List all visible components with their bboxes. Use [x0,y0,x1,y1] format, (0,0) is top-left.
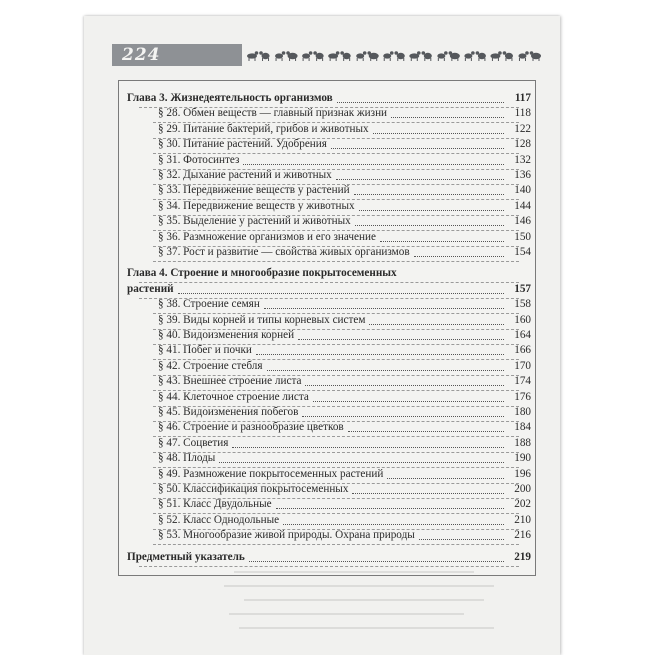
dot-leader [243,164,504,165]
table-of-contents [118,80,536,576]
dot-leader [249,561,504,562]
toc-page-number: 176 [514,390,531,403]
toc-page-number: 190 [514,452,531,465]
dot-leader [313,401,504,402]
dot-leader [178,293,504,294]
dot-leader [337,102,504,103]
toc-section-row [119,245,535,260]
dot-leader [256,354,504,355]
stork-icon [464,51,474,61]
toc-entry-title: Предметный указатель [127,550,245,563]
dot-leader [331,148,504,149]
dog-icon [259,51,269,61]
row-separator [153,544,519,545]
toc-section-row [119,199,535,214]
toc-entry-title: § 49. Размножение покрытосеменных растений [158,467,384,480]
dot-leader [264,308,504,309]
deer-icon [409,51,420,61]
toc-entry-title: Глава 3. Жизнедеятельность организмов [127,92,333,104]
toc-page-number: 118 [514,107,531,120]
toc-page-number: 184 [514,421,531,434]
toc-entry-title: § 48. Плоды [158,452,216,465]
toc-page-number: 144 [514,199,531,212]
toc-page-number: 122 [514,122,531,135]
bear-icon [356,51,366,61]
toc-page-number: 180 [514,406,531,418]
page-header [84,16,560,76]
lizard-icon [437,51,447,61]
toc-entry-title: § 46. Строение и разнообразие цветков [158,421,344,434]
bird-icon [286,51,297,61]
toc-page-number: 146 [514,215,531,228]
toc-page-number: 140 [514,184,531,197]
toc-page-number: 157 [514,282,531,295]
toc-entry-title: § 29. Питание бактерий, грибов и животных [158,122,369,135]
dot-leader [305,385,504,386]
toc-page-number: 150 [514,230,531,243]
toc-entry-title: § 43. Внешнее строение листа [158,375,302,388]
toc-section-row [119,513,535,528]
toc-page-number: 164 [514,329,531,341]
animal-frieze [244,44,544,66]
toc-section-row [119,106,535,121]
toc-section-row [119,436,535,451]
toc-entry-title: § 51. Класс Двудольные [158,498,272,511]
bleed-through-text [224,564,504,644]
dot-leader [232,447,504,448]
toc-section-row [119,374,535,389]
toc-page-number: 219 [514,550,531,563]
toc-section-row [119,528,535,543]
dot-leader [302,416,504,417]
toc-entry-title: § 50. Классификация покрытосеменных [158,483,349,495]
toc-section-row [119,497,535,512]
toc-section-row [119,328,535,343]
row-separator [153,261,519,262]
horse-icon [302,51,312,61]
dot-leader [352,493,504,494]
toc-entry-title: § 41. Побег и почки [158,344,252,357]
toc-chapter-row [119,266,535,281]
rooster-icon [340,51,350,61]
toc-entry-title: § 33. Передвижение веществ у растений [158,184,350,197]
toc-section-row [119,230,535,245]
crane-icon [490,51,501,61]
toc-page-number: 216 [514,529,531,542]
toc-section-row [119,482,535,497]
ram-icon [383,51,393,61]
toc-entry-title: § 52. Класс Однодольные [158,513,280,526]
toc-page-number: 166 [514,344,531,357]
dot-leader [276,508,504,509]
page-number: 224 [122,45,161,65]
toc-page-number: 136 [514,169,531,181]
dot-leader [219,462,504,463]
toc-section-row [119,451,535,466]
toc-section-row [119,390,535,405]
toc-page-number: 210 [514,513,531,526]
dot-leader [387,478,504,479]
toc-page-number: 128 [514,138,531,151]
toc-entry-title: Глава 4. Строение и многообразие покрытосеменных [127,267,397,280]
toc-entry-title: § 38. Строение семян [158,298,260,311]
toc-section-row [119,183,535,198]
toc-chapter-row [119,91,535,106]
toc-entry-title: § 39. Виды корней и типы корневых систем [158,313,366,326]
toc-entry-title: § 28. Обмен веществ — главный признак жизни [158,107,388,120]
toc-chapter-row [119,550,535,565]
toc-page-number: 132 [514,153,531,166]
dot-leader [380,241,504,242]
toc-section-row [119,153,535,168]
dot-leader [354,194,504,195]
dot-leader [348,431,504,432]
toc-section-row [119,343,535,358]
toc-page-number: 154 [514,246,531,258]
toc-chapter-row [119,282,535,297]
toc-page-number: 200 [514,483,531,495]
toc-section-row [119,214,535,229]
toc-section-row [119,297,535,312]
swan-icon [449,51,460,61]
toc-entry-title: § 36. Размножение организмов и его значение [158,230,376,243]
cat-icon [247,51,258,61]
dot-leader [359,210,504,211]
toc-page-number: 170 [514,359,531,372]
toc-page-number: 202 [514,498,531,511]
page-number-box [112,44,242,66]
goat-icon [422,51,432,61]
toc-page-number: 188 [514,436,531,449]
dot-leader [267,370,504,371]
wolf-icon [394,51,404,61]
toc-page-number: 196 [514,467,531,480]
toc-section-row [119,467,535,482]
dot-leader [414,256,504,257]
toc-entry-title: § 45. Видоизменения побегов [158,406,299,418]
toc-entry-title: § 34. Передвижение веществ у животных [158,199,355,212]
toc-entry-title: § 42. Строение стебля [158,359,263,372]
dot-leader [369,324,504,325]
bull-icon [328,51,339,61]
toc-section-row [119,137,535,152]
dot-leader [419,539,504,540]
toc-entry-title: § 47. Соцветия [158,436,229,449]
dot-leader [283,524,504,525]
dot-leader [336,179,504,180]
toc-entry-title: растений [127,282,174,295]
toc-section-row [119,359,535,374]
toc-page-number: 158 [514,298,531,311]
dot-leader [373,133,504,134]
snake-icon [503,51,513,61]
toc-section-row [119,405,535,420]
dot-leader [391,117,504,118]
book-page [84,16,560,655]
toc-entry-title: § 31. Фотосинтез [158,153,240,166]
toc-entry-title: § 37. Рост и развитие — свойства живых организмов [158,246,410,258]
toc-entry-title: § 32. Дыхание растений и животных [158,169,332,181]
toc-page-number: 117 [514,92,531,104]
fox-icon [275,51,285,61]
toc-entry-title: § 35. Выделение у растений и животных [158,215,351,228]
moth-icon [530,51,541,61]
bison-icon [367,51,378,61]
dot-leader [298,339,504,340]
toc-section-row [119,168,535,183]
fish-icon [476,51,486,61]
butterfly-icon [518,51,528,61]
toc-section-row [119,313,535,328]
toc-entry-title: § 53. Многообразие живой природы. Охрана природы [158,529,415,542]
toc-entry-title: § 44. Клеточное строение листа [158,390,309,403]
dot-leader [355,225,504,226]
toc-section-row [119,122,535,137]
toc-page-number: 160 [514,313,531,326]
toc-section-row [119,420,535,435]
boar-icon [313,51,323,61]
toc-entry-title: § 40. Видоизменения корней [158,329,295,341]
toc-entry-title: § 30. Питание растений. Удобрения [158,138,327,151]
toc-page-number: 174 [514,375,531,388]
